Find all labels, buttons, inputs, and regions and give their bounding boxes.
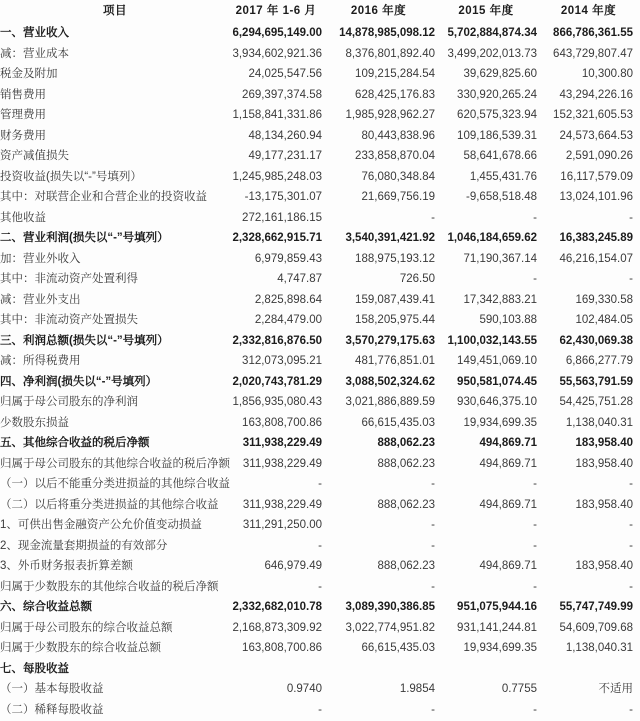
cell-value: 24,025,547.56 [248,68,322,80]
table-row [0,577,640,598]
cell-value: 950,581,074.45 [457,375,537,388]
cell-value: 930,646,375.10 [457,396,537,408]
cell-value: 4,747.87 [277,273,322,285]
cell-value: 39,629,825.60 [463,68,537,80]
cell-value: 494,869.71 [479,498,537,511]
cell-value: 726.50 [399,273,435,285]
cell-value: 951,075,944.16 [457,601,537,613]
table-row [0,433,640,454]
cell-value: 311,938,229.49 [242,498,322,511]
row-label: 减：营业成本 [0,47,69,60]
cell-value: - [318,478,322,490]
cell-value: 19,934,699.35 [463,416,537,429]
cell-value: 54,609,709.68 [559,621,633,634]
cell-value: 188,975,193.12 [355,252,435,265]
cell-value: 159,087,439.41 [355,293,435,306]
cell-value: 183,958.40 [575,498,633,511]
cell-value [537,659,640,680]
cell-value: - [431,211,435,224]
cell-value: - [533,580,537,593]
cell-value: - [629,273,633,285]
table-row [0,618,640,639]
cell-value: 5,702,884,874.34 [447,27,537,39]
cell-value: 1,158,841,331.86 [232,109,322,121]
row-label: （二）以后将重分类进损益的其他综合收益 [0,498,219,511]
cell-value: 102,484.05 [575,314,633,326]
table-row [0,700,640,721]
cell-value: - [629,703,633,716]
table-row [0,208,640,229]
cell-value: 109,215,284.54 [355,68,435,80]
row-label: 其他收益 [0,211,46,224]
row-label: 七、每股收益 [0,662,69,675]
cell-value: - [629,478,633,490]
table-row [0,187,640,208]
cell-value: 19,934,699.35 [463,642,537,654]
cell-value: - [431,519,435,531]
table-row [0,44,640,65]
cell-value: 233,858,870.04 [355,150,435,162]
table-row [0,515,640,536]
cell-value: 311,291,250.00 [242,519,322,531]
row-label: 归属于母公司股东的综合收益总额 [0,621,173,634]
cell-value: - [533,539,537,552]
row-label: （一）以后不能重分类进损益的其他综合收益 [0,478,230,490]
cell-value: 62,430,069.38 [559,334,633,347]
table-row [0,351,640,372]
cell-value: 1.9854 [399,683,435,695]
cell-value: 330,920,265.24 [457,88,537,101]
table-row [0,597,640,618]
cell-value: 80,443,838.96 [361,129,435,142]
cell-value: 620,575,323.94 [457,109,537,121]
cell-value: 16,383,245.89 [559,232,633,244]
cell-value: 3,499,202,013.73 [447,47,537,60]
cell-value: 888,062.23 [377,437,435,449]
row-label: 财务费用 [0,129,46,142]
row-label: 加：营业外收入 [0,252,81,265]
cell-value: 3,570,279,175.63 [345,334,435,347]
cell-value: 2,328,662,915.71 [232,232,322,244]
table-row [0,679,640,700]
cell-value: - [431,478,435,490]
row-label: 二、营业利润(损失以“-”号填列） [0,232,169,244]
table-body [0,23,640,720]
cell-value: 183,958.40 [575,457,633,470]
row-label: 其中：对联营企业和合营企业的投资收益 [0,191,207,203]
row-label: 少数股东损益 [0,416,69,429]
cell-value: 643,729,807.47 [553,47,633,60]
cell-value: 2,825,898.64 [254,293,322,306]
cell-value: 888,062.23 [377,457,435,470]
cell-value: - [533,273,537,285]
row-label: 其中：非流动资产处置利得 [0,273,138,285]
cell-value: 48,134,260.94 [248,129,322,142]
col-header-2014: 2014 年度 [560,5,617,17]
cell-value: 6,866,277.79 [565,355,633,367]
cell-value: 3,022,774,951.82 [345,621,435,634]
row-label: 2、现金流量套期损益的有效部分 [0,539,168,552]
cell-value: 163,808,700.86 [242,416,322,429]
row-label: 1、可供出售金融资产公允价值变动损益 [0,519,202,531]
cell-value: - [431,703,435,716]
cell-value: 2,332,816,876.50 [232,334,322,347]
cell-value: - [533,478,537,490]
table-row [0,228,640,249]
cell-value: - [533,211,537,224]
cell-value: 312,073,095.21 [242,355,322,367]
row-label: 归属于母公司股东的其他综合收益的税后净额 [0,457,230,470]
cell-value: - [629,519,633,531]
cell-value: 481,776,851.01 [355,355,435,367]
cell-value: - [629,539,633,552]
table-row [0,85,640,106]
cell-value: - [629,211,633,224]
cell-value: 71,190,367.14 [463,252,537,265]
cell-value: 49,177,231.17 [248,150,322,162]
cell-value: 1,046,184,659.62 [447,232,537,244]
cell-value: - [533,519,537,531]
table-row [0,536,640,557]
table-row [0,310,640,331]
cell-value: 3,088,502,324.62 [345,375,435,388]
cell-value: 1,455,431.76 [469,170,537,183]
row-label: 六、综合收益总额 [0,601,92,613]
cell-value: 6,979,859.43 [254,252,322,265]
cell-value: 16,117,579.09 [560,170,633,183]
row-label: 投资收益(损失以“-”号填列） [0,170,142,183]
table-row [0,146,640,167]
cell-value: 24,573,664.53 [559,129,633,142]
col-header-2015: 2015 年度 [458,5,514,17]
cell-value: 21,669,756.19 [361,191,435,203]
cell-value: 494,869.71 [479,560,537,572]
row-label: 三、利润总额(损失以“-”号填列） [0,334,169,347]
cell-value: 269,397,374.58 [242,88,322,101]
cell-value: - [533,703,537,716]
row-label: 四、净利润(损失以“-”号填列） [0,375,158,388]
col-header-2017-h1: 2017 年 1-6 月 [235,5,317,17]
table-row [0,126,640,147]
cell-value: - [431,539,435,552]
cell-value: 1,985,928,962.27 [345,109,435,121]
table-row [0,372,640,393]
table-row [0,331,640,352]
table-row [0,638,640,659]
cell-value: 3,934,602,921.36 [232,47,322,60]
cell-value: - [629,580,633,593]
cell-value [435,659,537,680]
row-label: （二）稀释每股收益 [0,703,104,716]
table-row [0,556,640,577]
cell-value: 183,958.40 [575,560,633,572]
cell-value: 888,062.23 [377,498,435,511]
row-label: 税金及附加 [0,68,58,80]
cell-value: 76,080,348.84 [361,170,435,183]
cell-value: 43,294,226.16 [559,88,633,101]
row-label: 3、外币财务报表折算差额 [0,560,133,572]
cell-value: 590,103.88 [479,314,537,326]
row-label: 管理费用 [0,109,46,121]
table-row [0,249,640,270]
cell-value: 0.9740 [286,683,322,695]
cell-value: -13,175,301.07 [244,191,322,203]
cell-value: 46,216,154.07 [559,252,633,265]
cell-value: 272,161,186.15 [242,211,322,224]
table-header [0,0,640,23]
row-label: 归属于少数股东的综合收益总额 [0,642,161,654]
cell-value [322,659,435,680]
cell-value: 10,300.80 [581,68,633,80]
cell-value: 152,321,605.53 [553,109,633,121]
cell-value: - [431,580,435,593]
cell-value: 0.7755 [501,683,537,695]
row-label: 归属于母公司股东的净利润 [0,396,138,408]
cell-value: 8,376,801,892.40 [345,47,435,60]
cell-value: 494,869.71 [479,437,537,449]
cell-value: 109,186,539.31 [457,129,537,142]
cell-value: 1,138,040.31 [565,416,633,429]
cell-value: 54,425,751.28 [559,396,633,408]
cell-value: 1,138,040.31 [565,642,633,654]
table-row [0,167,640,188]
table-row [0,659,640,680]
cell-value: 628,425,176.83 [355,88,435,101]
cell-value: -9,658,518.48 [466,191,537,203]
cell-value: 2,168,873,309.92 [232,621,322,634]
row-label: 一、营业收入 [0,27,69,39]
cell-value: 163,808,700.86 [242,642,322,654]
cell-value: 311,938,229.49 [242,437,322,449]
cell-value: 66,615,435.03 [361,416,435,429]
cell-value: 66,615,435.03 [361,642,435,654]
table-row [0,454,640,475]
cell-value: 888,062.23 [377,560,435,572]
cell-value: 2,020,743,781.29 [232,375,322,388]
row-label: 减：所得税费用 [0,355,81,367]
row-label: 资产减值损失 [0,150,69,162]
header-row [0,0,640,23]
table-row [0,269,640,290]
cell-value: 3,021,886,889.59 [345,396,435,408]
cell-value: 494,869.71 [479,457,537,470]
cell-value: - [318,580,322,593]
table-row [0,23,640,44]
cell-value: - [318,539,322,552]
cell-value: 不适用 [598,683,633,695]
cell-value: 1,245,985,248.03 [232,170,322,183]
row-label: 销售费用 [0,88,46,101]
cell-value: 14,878,985,098.12 [339,27,435,39]
cell-value: 183,958.40 [575,437,633,449]
cell-value: 311,938,229.49 [242,457,322,470]
cell-value: 2,332,682,010.78 [232,601,322,613]
table-row [0,290,640,311]
row-label: （一）基本每股收益 [0,683,104,695]
cell-value: 931,141,244.81 [457,621,537,634]
cell-value: 646,979.49 [264,560,322,572]
cell-value: 3,089,390,386.85 [345,601,435,613]
row-label: 减：营业外支出 [0,293,81,306]
table-row [0,392,640,413]
row-label: 其中：非流动资产处置损失 [0,314,138,326]
cell-value: 55,563,791.59 [559,375,633,388]
table-row [0,105,640,126]
cell-value: 1,856,935,080.43 [232,396,322,408]
table-row [0,413,640,434]
cell-value: 58,641,678.66 [463,150,537,162]
cell-value: 169,330.58 [575,293,633,306]
cell-value: 2,284,479.00 [254,314,322,326]
cell-value: 3,540,391,421.92 [345,232,435,244]
cell-value [230,659,322,680]
row-label: 五、其他综合收益的税后净额 [0,437,150,449]
cell-value: 17,342,883.21 [463,293,537,306]
table-row [0,495,640,516]
cell-value: 866,786,361.55 [553,27,633,39]
table-row [0,474,640,495]
cell-value: 6,294,695,149.00 [232,27,322,39]
cell-value: 55,747,749.99 [559,601,633,613]
col-header-item: 项目 [103,5,127,17]
cell-value: 158,205,975.44 [355,314,435,326]
row-label: 归属于少数股东的其他综合收益的税后净额 [0,580,219,593]
col-header-2016: 2016 年度 [350,5,407,17]
cell-value: 13,024,101.96 [559,191,633,203]
table-row [0,64,640,85]
cell-value: 149,451,069.10 [457,355,537,367]
cell-value: 2,591,090.26 [565,150,633,162]
cell-value: 1,100,032,143.55 [447,334,537,347]
cell-value: - [318,703,322,716]
